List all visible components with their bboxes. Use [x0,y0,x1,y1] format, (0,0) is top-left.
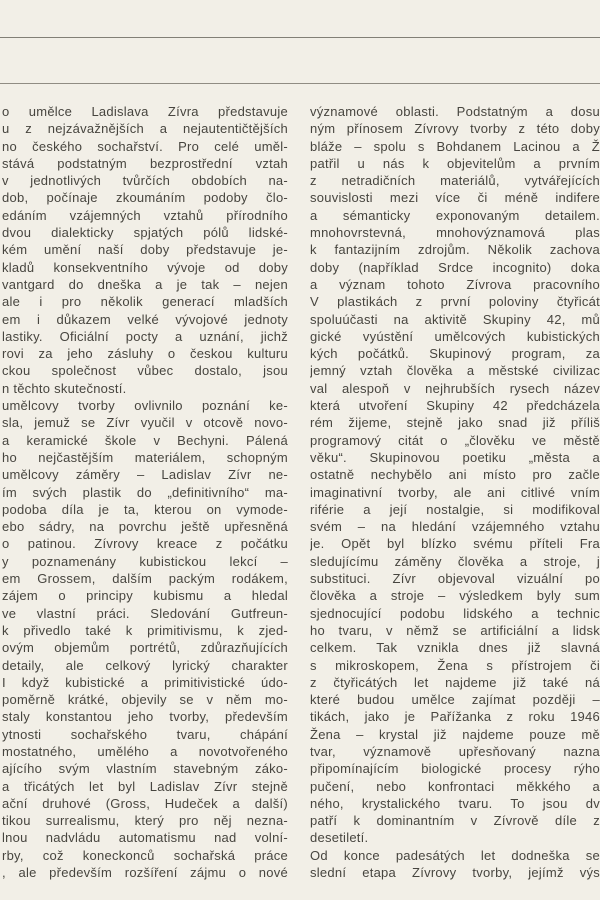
text-line: u z nejzávažnějších a nejautentičtějších [2,121,288,137]
text-line: z netradičních materiálů, vytvářejících [310,173,600,189]
text-line: em Grossem, dalším packým rodákem, [2,571,288,587]
text-line: bláže – spolu s Bohdanem Lacinou a Ž [310,138,600,154]
text-line: a význam tohoto Zívrova pracovního [310,276,600,292]
text-line: ebo sádry, na povrchu ještě upřesněná [2,519,288,535]
text-line: rém žijeme, stejně jako snad již příliš [310,415,600,431]
text-line: mnohovrstevná, mnohovýznamová plas [310,225,600,241]
text-line: rovi za jeho zásluhy o českou kulturu [2,346,288,362]
text-line: substituci. Zívr objevoval vizuální po [310,571,600,587]
text-line: patřil u nás k objevitelům a prvním [310,155,600,171]
text-line: k přivedlo také k primitivismu, k zjed- [2,622,288,638]
text-line: pučení, nebo konfrontaci měkkého a [310,778,600,794]
text-line: detaily, ale celkový lyrický charakter [2,657,288,673]
text-line: ajícího svým vlastním stavebným záko- [2,761,288,777]
text-line: ho tvaru, v němž se artificiální a lidsk [310,622,600,638]
column-left [2,103,288,881]
text-line: imaginativní tvorby, ale ani citlivé vním [310,484,600,500]
text-line: ného, krystalického tvaru. To jsou dv [310,795,600,811]
text-line: poměrně krátké, objevily se v něm mo- [2,692,288,708]
text-line: lastiky. Oficiální pocty a uznání, jichž [2,328,288,344]
text-line: doby (například Srdce incognito) doka [310,259,600,275]
text-line: dob, počínaje zkoumáním podoby člo- [2,190,288,206]
text-line: a keramické škole v Bechyni. Pálená [2,432,288,448]
text-line: a sémanticky exponovaným detailem. [310,207,600,223]
text-line: s mikroskopem, Žena s přístrojem či [310,657,600,673]
text-line: o patinou. Zívrovy kreace z počátku [2,536,288,552]
text-line: svém – na hledání vzájemného vztahu [310,519,600,535]
text-line: souvislosti mezi více či méně indifere [310,190,600,206]
text-line: slední etapa Zívrovy tvorby, jejímž výs [310,865,600,881]
text-line: ím svých plastik do „definitivního“ ma- [2,484,288,500]
text-line: tvar, významově upřesňovaný nazna [310,743,600,759]
text-line: kém umění naší doby představuje je- [2,242,288,258]
text-line: ační druhové (Gross, Hudeček a další) [2,795,288,811]
text-line: I když kubistické a primitivistické údo- [2,674,288,690]
text-line: patří k dominantním v Zívrově díle z [310,813,600,829]
second-horizontal-rule [0,83,600,84]
text-line: y poznamenány kubistickou lekcí – [2,553,288,569]
text-line: ale i pro několik generací mladších [2,294,288,310]
text-line: věku“. Skupinovou poetiku „města a [310,449,600,465]
text-line: ným přínosem Zívrovy tvorby z této doby [310,121,600,137]
text-line: ckou společnost vůbec dostalo, jsou [2,363,288,379]
text-line: z čtyřicátých let najdeme již také ná [310,674,600,690]
text-line: vantgard do dneška a je tak – nejen [2,276,288,292]
column-right [310,103,600,881]
text-line: n těchto skutečností. [2,380,127,396]
text-line: v jednotlivých tvůrčích obdobích na- [2,173,288,189]
text-line: staly konstantou jeho tvorby, především [2,709,288,725]
text-line: které budou umělce zajímat později – [310,692,600,708]
text-line: jemný vztah člověka a městské civilizac [310,363,600,379]
text-line: sjednocující podobu lidského a technic [310,605,600,621]
text-line: k fantazijním zdrojům. Několik zachova [310,242,600,258]
text-line: spoluúčasti na aktivitě Skupiny 42, mů [310,311,600,327]
text-line: gické vyústění umělcových kubistických [310,328,600,344]
text-line: podoba díla je ta, kterou on vymode- [2,501,288,517]
text-line: která utvoření Skupiny 42 předcházela [310,398,600,414]
text-line: umělcovy záměry – Ladislav Zívr ne- [2,467,288,483]
text-line: významové oblasti. Podstatným a dosu [310,104,600,119]
text-line: edáním vzájemných vztahů přírodního [2,207,288,223]
text-line: val alespoň v nejhrubších rysech název [310,380,600,396]
text-line: , ale především rozšíření zájmu o nové [2,865,288,881]
text-line: riférie a její nostalgie, si modifikoval [310,501,600,517]
text-line: tikách, jako je Pařížanka z roku 1946 [310,709,600,725]
text-line: je. Opět byl blízko svému příteli Fra [310,536,600,552]
text-line: kých počátků. Skupinový program, za [310,346,600,362]
text-line: kladů konsekventního vývoje od doby [2,259,288,275]
text-line: ostatně nechybělo ani místo pro začle [310,467,600,483]
text-line: programový citát o „člověku ve městě [310,432,600,448]
text-line: mostatného, umělého a novotvořeného [2,743,288,759]
text-line: ve vlastní práci. Sledování Gutfreun- [2,605,288,621]
text-line: lnou nadvládu automatismu nad volní- [2,830,288,846]
text-line: stává podstatným bezprostřední vztah [2,155,288,171]
text-line: zájem o principy kubismu a hledal [2,588,288,604]
text-line: Žena – krystal již najdeme pouze mě [310,726,600,742]
text-line: no českého sochařství. Pro celé uměl- [2,138,288,154]
text-line: připomínajícím biologické procesy rýho [310,761,600,777]
text-line: desetiletí. [310,830,369,846]
text-line: Od konce padesátých let dodneška se [310,847,600,863]
text-line: sla, jemuž se Zívr vyučil v otcově novo- [2,415,288,431]
text-line: umělcovy tvorby ovlivnilo poznání ke- [2,398,288,414]
text-line: em i důkazem velké vývojové jednoty [2,311,288,327]
text-line: sledujícímu záměny člověka a stroje, j [310,553,600,569]
text-line: V plastikách z první poloviny čtyřicát [310,294,600,310]
text-line: rby, což koneckonců sochařská práce [2,847,288,863]
text-line: a třicátých let byl Ladislav Zívr stejně [2,778,288,794]
text-line: o umělce Ladislava Zívra představuje [2,104,288,119]
text-line: tikou surrealismu, který pro něj nezna- [2,813,288,829]
text-line: ytnosti sochařského tvaru, chápání [2,726,288,742]
text-line: dvou dialekticky spjatých pólů lidské- [2,225,288,241]
text-line: celkem. Tak vznikla dnes již slavná [310,640,600,656]
text-line: ho nejčastějším materiálem, schopným [2,449,288,465]
text-line: člověka a stroje – výsledkem byly sum [310,588,600,604]
top-horizontal-rule [0,37,600,38]
text-line: ovým objemům portrétů, zdůrazňujících [2,640,288,656]
